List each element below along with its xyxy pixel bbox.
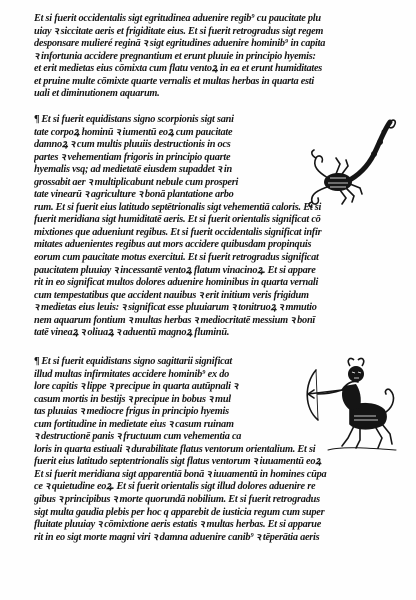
paragraph-occidentalis <box>34 13 398 101</box>
text-line <box>34 114 302 127</box>
sagittarius-illustration <box>298 350 398 452</box>
text-line: uiay ꝛ siccitate aeris et frigiditate eius. Et si fuerit retrogradus sigt regem <box>34 25 324 37</box>
text-line: cum fortitudine in medietate eius ꝛ casum ruinam <box>34 418 234 430</box>
text-line: ꝛ destructionē panis ꝛ fructuum cum vehementia ca <box>34 431 242 443</box>
text-line: ꝛ medietas eius leuis: ꝛ significat esse pluuiarum ꝛ tonitruoꝝ ꝛ mmutio <box>34 302 317 314</box>
text-line: tate vinearū ꝛ agriculture ꝛ bonā plantatione arbo <box>34 189 234 201</box>
text-line: mitates aduenientes regibus aut mors accidere quibusdam propinquis <box>34 239 312 251</box>
text-line: et erit medietas eius cōmixta cum flatu ventoꝝ in ea et erunt humiditates <box>34 63 323 75</box>
text-line: Et si fuerit occidentalis sigt egritudinea aduenire regib⁹ cu paucitate plu <box>34 13 321 24</box>
text-line: desponsare mulieré reginā ꝛ sigt egritudines aduenire hominib⁹ in capita <box>34 38 326 50</box>
text-line: lore capitis ꝛ lippe ꝛ precipue in quarta autūpnali ꝛ <box>34 381 238 393</box>
text-line: cum tempestatibus que accident nauibus ꝛ erit initium veris frigidum <box>34 289 309 301</box>
text-line: fluitate pluuiay ꝛ cōmixtione aeris estatis ꝛ multas herbas. Et si apparue <box>34 519 322 531</box>
text-line: uali et diminutionem aquarum. <box>34 88 160 100</box>
text-line: rit in eo sigt morte magni viri ꝛ damna aduenire canib⁹ ꝛ tēperātia aeris <box>34 531 320 543</box>
text-line-content: Et si fuerit equidistans signo sagittarii significat <box>41 356 233 367</box>
text-line: partes ꝛ vehementiam frigoris in principio quarte <box>34 151 231 163</box>
text-line: sigt multa gaudia plebis per hoc q apparebit de iusticia regum cum super <box>34 506 325 518</box>
text-line: tatē vineaꝝ ꝛ oliuaꝝ ꝛ aduentū magnoꝝ fluminū. <box>34 327 230 339</box>
text-line: tate corpoꝝ hominū ꝛ iumentū eoꝝ cum paucitate <box>34 126 233 138</box>
scorpion-illustration <box>306 112 400 208</box>
text-line: paucitatem pluuiay ꝛ incessantē ventoꝝ flatum vinacinoꝝ. Et si appare <box>34 264 316 276</box>
text-line: mixtiones que adueniunt regibus. Et si fuerit occidentalis significat infir <box>34 226 322 238</box>
text-line-content: Et si fuerit equidistans signo scorpionis sigt sani <box>41 114 234 125</box>
text-line: ce ꝛ quietudine eoꝝ. Et si fuerit orientalis sigt illud dolores aduenire re <box>34 481 316 493</box>
text-line: eorum cum paucitate motus exercitui. Et si fuerit retrogradus significat <box>34 252 319 264</box>
text-line: gibus ꝛ principibus ꝛ morte quorundā nobilium. Et si fuerit retrogradus <box>34 494 320 506</box>
text-line: rit in eo significat multos dolores aduenire hominibus in quarta vernali <box>34 277 319 289</box>
text-line: ꝛ infortunia accidere pregnantium et erunt pluuie in principio hyemis: <box>34 50 316 62</box>
text-line: hyemalis vsq; ad medietatē eiusdem supaddet ꝛ in <box>34 164 232 176</box>
text-line: illud multas infirmitates accidere hominib⁹ ex do <box>34 368 229 380</box>
text-line: fuerit meridiana sigt humiditatē aeris. Et si fuerit orientalis significat cō <box>34 214 321 226</box>
text-line <box>34 356 302 369</box>
text-line: rum. Et si fuerit eius latitudo septētrionalis sigt vehementiā caloris. Et si <box>34 201 322 213</box>
text-line: casum mortis in bestijs ꝛ precipue in bobus ꝛ mul <box>34 393 231 405</box>
text-line: et pruine multe cōmixte quarte vernalis et multas herbas in quarta esti <box>34 75 315 87</box>
text-line: fuerit eius latitudo septentrionalis sigt flatus ventorum ꝛ iuuamentū eoꝝ <box>34 456 321 468</box>
text-line: loris in quarta estiuali ꝛ durabilitate flatus ventorum orientalium. Et si <box>34 443 316 455</box>
text-line: tas pluuias ꝛ mediocre frigus in principio hyemis <box>34 406 229 418</box>
text-line: grossabit aer ꝛ multiplicabunt nebule cum prosperi <box>34 176 239 188</box>
paragraph-mark-icon: ¶ <box>34 114 40 125</box>
text-line: nem aquarum fontium ꝛ multas herbas ꝛ mediocritatē messium ꝛ bonī <box>34 314 316 326</box>
text-line: Et si fuerit meridiana sigt apparentiā bonā ꝛ iuuamentū in homines cūpa <box>34 468 327 480</box>
paragraph-mark-icon: ¶ <box>34 356 40 367</box>
text-line: damnoꝝ ꝛ cum multis pluuiis destructionis in ocs <box>34 139 231 151</box>
centaur-archer-woodcut-icon <box>298 350 398 452</box>
scorpion-woodcut-icon <box>306 112 400 208</box>
